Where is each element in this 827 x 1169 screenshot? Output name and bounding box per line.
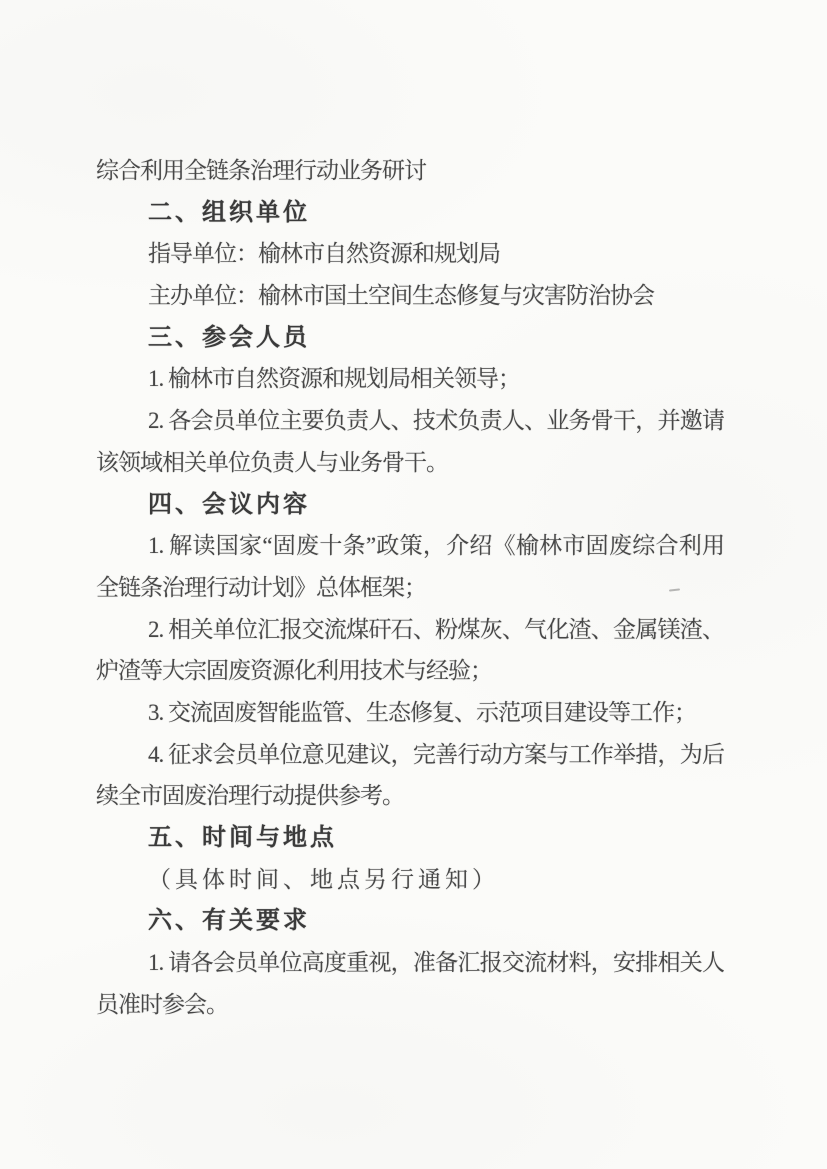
agenda-item-4: 4. 征求会员单位意见建议，完善行动方案与工作举措，为后 bbox=[148, 741, 724, 767]
attendees-item-2-continuation: 该领域相关单位负责人与业务骨干。 bbox=[96, 449, 448, 475]
agenda-item-1-continuation: 全链条治理行动计划》总体框架； bbox=[96, 574, 426, 600]
agenda-item-2: 2. 相关单位汇报交流煤矸石、粉煤灰、气化渣、金属镁渣、 bbox=[148, 616, 724, 642]
host-unit-line: 主办单位：榆林市国土空间生态修复与灾害防治协会 bbox=[148, 283, 654, 309]
agenda-item-3: 3. 交流固废智能监管、生态修复、示范项目建设等工作； bbox=[148, 699, 696, 725]
section-heading-time-place: 五、时间与地点 bbox=[148, 824, 337, 851]
agenda-item-1: 1. 解读国家“固废十条”政策，介绍《榆林市固废综合利用 bbox=[148, 533, 724, 559]
section-heading-attendees: 三、参会人员 bbox=[148, 323, 310, 351]
document-body bbox=[96, 150, 724, 1025]
attendees-item-2: 2. 各会员单位主要负责人、技术负责人、业务骨干，并邀请 bbox=[148, 408, 724, 434]
agenda-item-2-continuation: 炉渣等大宗固废资源化利用技术与经验； bbox=[96, 658, 492, 684]
time-place-note: （具体时间、地点另行通知） bbox=[148, 866, 499, 892]
attendees-item-1: 1. 榆林市自然资源和规划局相关领导； bbox=[148, 366, 520, 392]
requirement-item-1-continuation: 员准时参会。 bbox=[96, 991, 228, 1017]
section-heading-organizers: 二、组织单位 bbox=[148, 198, 310, 226]
section-heading-requirements: 六、有关要求 bbox=[148, 907, 310, 935]
subject-continuation-line: 综合利用全链条治理行动业务研讨 bbox=[96, 158, 426, 183]
section-heading-agenda: 四、会议内容 bbox=[148, 490, 310, 518]
requirement-item-1: 1. 请各会员单位高度重视，准备汇报交流材料，安排相关人 bbox=[148, 950, 724, 976]
agenda-item-4-continuation: 续全市固废治理行动提供参考。 bbox=[96, 783, 404, 809]
guiding-unit-line: 指导单位：榆林市自然资源和规划局 bbox=[148, 241, 500, 267]
